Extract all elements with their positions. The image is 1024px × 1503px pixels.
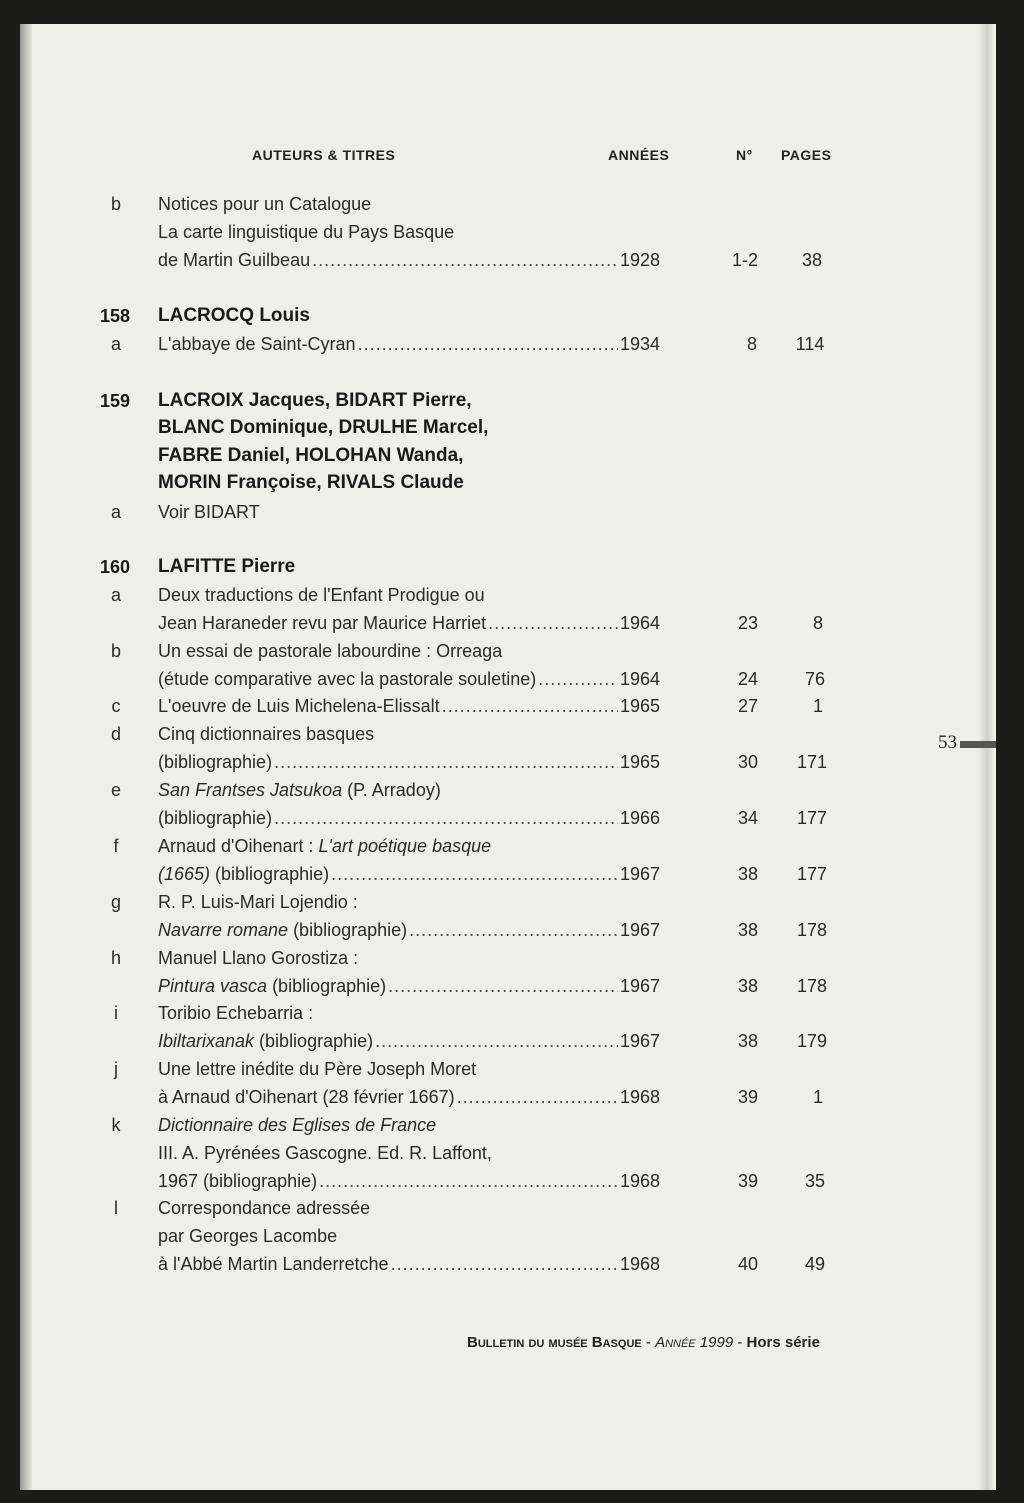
- entry-year: 1967: [619, 976, 660, 996]
- entry-line: Cinq dictionnaires basques: [158, 724, 375, 744]
- entry-pages: 38: [801, 250, 823, 270]
- entry-label: a: [110, 334, 121, 354]
- author-name: MORIN Françoise, RIVALS Claude: [158, 472, 464, 493]
- entry-line: de Martin Guilbeau: [158, 250, 311, 270]
- entry-year: 1965: [619, 696, 660, 716]
- entry-number: 38: [737, 1031, 759, 1051]
- author-number: 159: [100, 391, 131, 411]
- entry-label: b: [110, 194, 121, 214]
- entry-text: (bibliographie): [288, 920, 408, 940]
- entry-pages: 35: [804, 1171, 826, 1191]
- entry-line: par Georges Lacombe: [158, 1226, 338, 1246]
- entry-pages: 49: [804, 1254, 826, 1274]
- entry-line: (bibliographie): [158, 808, 273, 828]
- entry-line: à l'Abbé Martin Landerretche: [158, 1254, 389, 1274]
- entry-pages: 1: [812, 1087, 823, 1107]
- entry-leader-line: [158, 334, 660, 355]
- entry-number: 38: [737, 920, 759, 940]
- entry-leader-line: [158, 864, 660, 885]
- entry-text: Arnaud d'Oihenart :: [158, 836, 319, 856]
- entry-pages: 114: [795, 334, 825, 354]
- entry-line: L'abbaye de Saint-Cyran: [158, 334, 356, 354]
- entry-label: a: [110, 502, 121, 522]
- entry-year: 1968: [619, 1171, 660, 1191]
- entry-line: (bibliographie): [158, 752, 273, 772]
- author-number: 158: [100, 306, 131, 326]
- entry-label: i: [114, 1003, 118, 1023]
- entry-number: 40: [737, 1254, 759, 1274]
- entry-line: Voir BIDART: [158, 502, 260, 522]
- entry-line: Toribio Echebarria :: [158, 1003, 314, 1023]
- footer: [467, 1334, 820, 1351]
- header-pages: PAGES: [781, 147, 832, 163]
- footer-series: Hors série: [746, 1334, 820, 1351]
- entry-pages: 76: [804, 669, 826, 689]
- entry-pages: 171: [796, 752, 828, 772]
- entry-number: 39: [737, 1171, 759, 1191]
- entry-number: 23: [737, 613, 759, 633]
- entry-line: à Arnaud d'Oihenart (28 février 1667): [158, 1087, 455, 1107]
- entry-leader-line: [158, 1254, 660, 1275]
- entry-leader-line: [158, 1031, 660, 1052]
- entry-text: (bibliographie): [210, 864, 330, 884]
- entry-number: 30: [737, 752, 759, 772]
- entry-line: III. A. Pyrénées Gascogne. Ed. R. Laffont,: [158, 1143, 492, 1163]
- entry-line: La carte linguistique du Pays Basque: [158, 222, 455, 242]
- entry-leader-line: [158, 250, 660, 271]
- entry-number: 34: [737, 808, 759, 828]
- entry-year: 1968: [619, 1087, 660, 1107]
- italic-title: Pintura vasca: [158, 976, 268, 996]
- entry-leader-line: [158, 669, 660, 690]
- thumb-tab: [960, 741, 996, 748]
- entry-line: [158, 920, 407, 941]
- entry-text: (bibliographie): [267, 976, 387, 996]
- entry-label: l: [114, 1198, 118, 1218]
- header-number: N°: [736, 147, 753, 163]
- entry-year: 1964: [619, 613, 660, 633]
- entry-number: 8: [746, 334, 757, 354]
- entry-year: 1967: [619, 864, 660, 884]
- entry-line: [158, 1031, 373, 1052]
- entry-line: Un essai de pastorale labourdine : Orreaga: [158, 641, 503, 661]
- entry-label: f: [113, 836, 119, 856]
- entry-line: [158, 864, 329, 885]
- entry-line: R. P. Luis-Mari Lojendio :: [158, 892, 358, 912]
- entry-text: (P. Arradoy): [342, 780, 441, 800]
- entry-label: a: [110, 585, 121, 605]
- entry-line: Manuel Llano Gorostiza :: [158, 948, 359, 968]
- entry-label: h: [110, 948, 121, 968]
- entry-leader-line: [158, 1087, 660, 1108]
- entry-number: 27: [737, 696, 759, 716]
- entry-label: k: [111, 1115, 121, 1135]
- author-number: 160: [100, 557, 131, 577]
- entry-label: e: [110, 780, 121, 800]
- entry-line: Correspondance adressée: [158, 1198, 371, 1218]
- entry-year: 1967: [619, 920, 660, 940]
- entry-leader-line: [158, 613, 660, 634]
- footer-sep: -: [641, 1334, 656, 1351]
- entry-label: c: [111, 696, 121, 716]
- entry-number: 39: [737, 1087, 759, 1107]
- entry-leader-line: [158, 920, 660, 941]
- entry-leader-line: [158, 752, 660, 773]
- header-authors-titles: AUTEURS & TITRES: [252, 147, 396, 163]
- book-gutter: [20, 24, 32, 1490]
- entry-year: 1964: [619, 669, 660, 689]
- entry-line: 1967 (bibliographie): [158, 1171, 318, 1191]
- entry-line: (étude comparative avec la pastorale souletine): [158, 669, 537, 689]
- italic-title: L'art poétique basque: [318, 836, 492, 856]
- entry-year: 1967: [619, 1031, 660, 1051]
- entry-pages: 177: [796, 864, 828, 884]
- italic-title: Ibiltarixanak: [158, 1031, 255, 1051]
- entry-line: [158, 836, 628, 857]
- entry-label: j: [114, 1059, 118, 1079]
- entry-pages: 178: [796, 976, 828, 996]
- entry-label: b: [110, 641, 121, 661]
- entry-number: 38: [737, 976, 759, 996]
- page-edge: [978, 24, 996, 1490]
- footer-year: Année 1999: [655, 1334, 734, 1351]
- italic-title: (1665): [158, 864, 211, 884]
- entry-line: Deux traductions de l'Enfant Prodigue ou: [158, 585, 485, 605]
- entry-line: [158, 780, 628, 801]
- author-name: BLANC Dominique, DRULHE Marcel,: [158, 417, 489, 438]
- italic-title: Navarre romane: [158, 920, 289, 940]
- entry-line: [158, 976, 386, 997]
- entry-line: Une lettre inédite du Père Joseph Moret: [158, 1059, 477, 1079]
- author-name: LACROCQ Louis: [158, 305, 310, 326]
- entry-year: 1968: [619, 1254, 660, 1274]
- entry-pages: 177: [796, 808, 828, 828]
- entry-leader-line: [158, 1171, 660, 1192]
- italic-title: San Frantses Jatsukoa: [158, 780, 343, 800]
- entry-pages: 178: [796, 920, 828, 940]
- page-number: 53: [938, 732, 957, 753]
- header-years: ANNÉES: [608, 147, 670, 163]
- italic-title: Dictionnaire des Eglises de France: [158, 1115, 437, 1135]
- footer-sep: -: [733, 1334, 747, 1351]
- entry-label: g: [110, 892, 121, 912]
- entry-number: 38: [737, 864, 759, 884]
- entry-leader-line: [158, 808, 660, 829]
- entry-line: Notices pour un Catalogue: [158, 194, 372, 214]
- entry-line: Jean Haraneder revu par Maurice Harriet: [158, 613, 487, 633]
- author-name: FABRE Daniel, HOLOHAN Wanda,: [158, 445, 464, 466]
- entry-year: 1966: [619, 808, 660, 828]
- entry-number: 24: [737, 669, 759, 689]
- footer-title: Bulletin du musée Basque: [467, 1334, 642, 1351]
- author-name: LACROIX Jacques, BIDART Pierre,: [158, 390, 472, 411]
- entry-pages: 1: [812, 696, 823, 716]
- entry-pages: 8: [812, 613, 823, 633]
- entry-leader-line: [158, 976, 660, 997]
- entry-year: 1934: [619, 334, 660, 354]
- entry-label: d: [110, 724, 121, 744]
- entry-pages: 179: [796, 1031, 828, 1051]
- author-name: LAFITTE Pierre: [158, 556, 296, 577]
- entry-number: 1-2: [731, 250, 758, 270]
- entry-text: (bibliographie): [254, 1031, 374, 1051]
- entry-leader-line: [158, 696, 660, 717]
- entry-year: 1928: [619, 250, 660, 270]
- entry-year: 1965: [619, 752, 660, 772]
- entry-line: L'oeuvre de Luis Michelena-Elissalt: [158, 696, 440, 716]
